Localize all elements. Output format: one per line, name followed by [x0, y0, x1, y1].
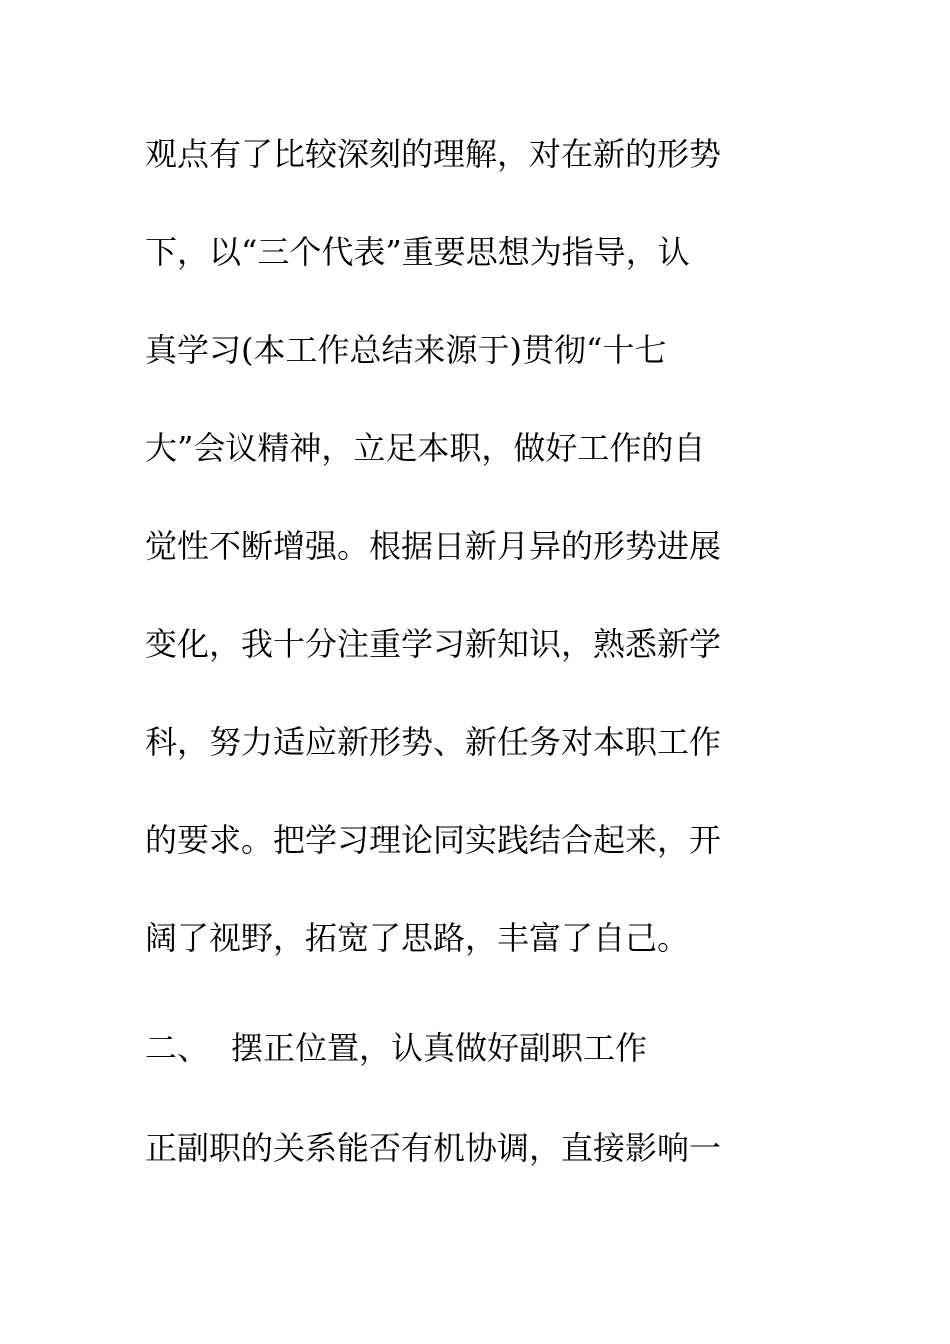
body-text-line: 正副职的关系能否有机协调，直接影响一	[145, 1129, 722, 1167]
body-text-line: 观点有了比较深刻的理解，对在新的形势	[145, 135, 722, 173]
body-text-line: 科，努力适应新形势、新任务对本职工作	[145, 723, 722, 761]
body-text-line: 真学习(本工作总结来源于)贯彻“十七	[145, 331, 667, 369]
section-heading-title: 摆正位置，认真做好副职工作	[231, 1029, 648, 1067]
body-text-line: 的要求。把学习理论同实践结合起来，开	[145, 821, 722, 859]
body-text-line: 大”会议精神，立足本职，做好工作的自	[145, 429, 706, 467]
body-text-line: 下，以“三个代表”重要思想为指导，认	[145, 233, 690, 271]
section-heading-number: 二、	[145, 1029, 210, 1067]
body-text-line: 变化，我十分注重学习新知识，熟悉新学	[145, 625, 722, 663]
body-text-line: 阔了视野，拓宽了思路，丰富了自己。	[145, 919, 690, 957]
section-heading	[145, 1024, 805, 1072]
body-text-line: 觉性不断增强。根据日新月异的形势进展	[145, 527, 722, 565]
